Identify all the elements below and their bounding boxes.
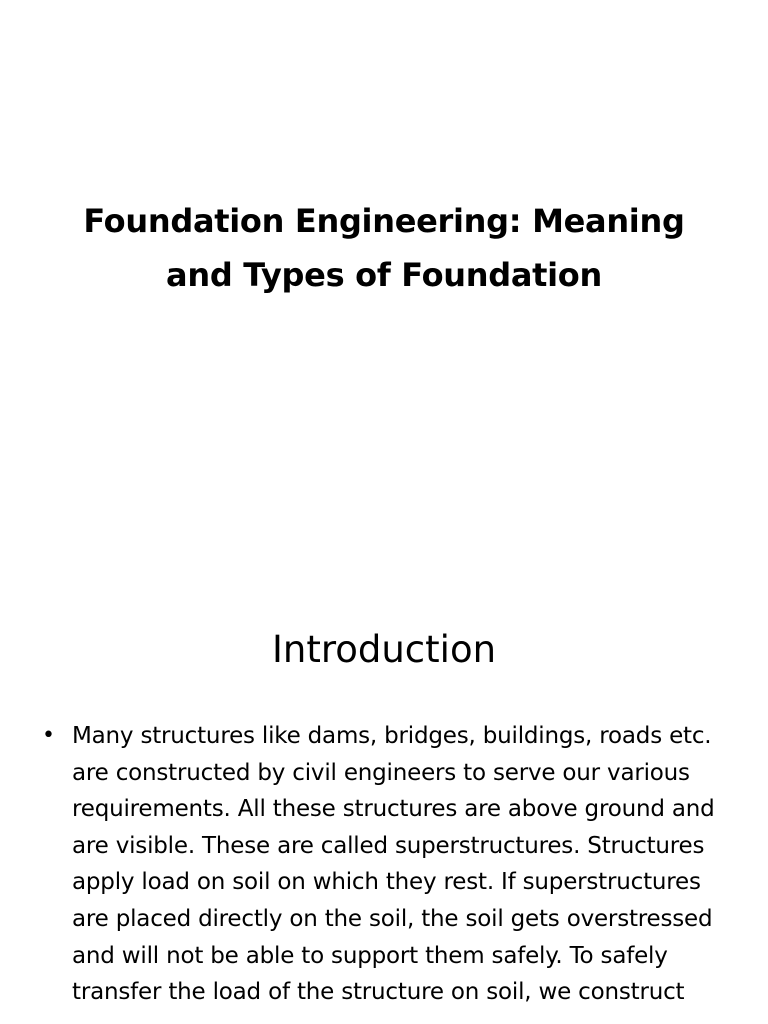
document-title-line-2: and Types of Foundation: [166, 256, 602, 294]
section-heading: Introduction: [271, 628, 497, 671]
bullet-dot-icon: •: [42, 723, 55, 748]
document-title-line-1: Foundation Engineering: Meaning: [83, 202, 685, 240]
bullet-item: [40, 718, 730, 1011]
introduction-slide: [0, 576, 768, 1024]
document-title: [40, 194, 728, 302]
bullet-text: Many structures like dams, bridges, buildings, roads etc. are constructed by civil engineers to serve our various requirements. All these structures are above ground and are visible. These are called superstructures. Structures apply load on soil on which they rest. If superstructures are placed directly on the soil, the soil gets overstressed and will not be able to support them safely. To safely transfer the load of the structure on soil, we construct: [72, 723, 715, 1006]
bullet-list: [40, 718, 730, 1011]
